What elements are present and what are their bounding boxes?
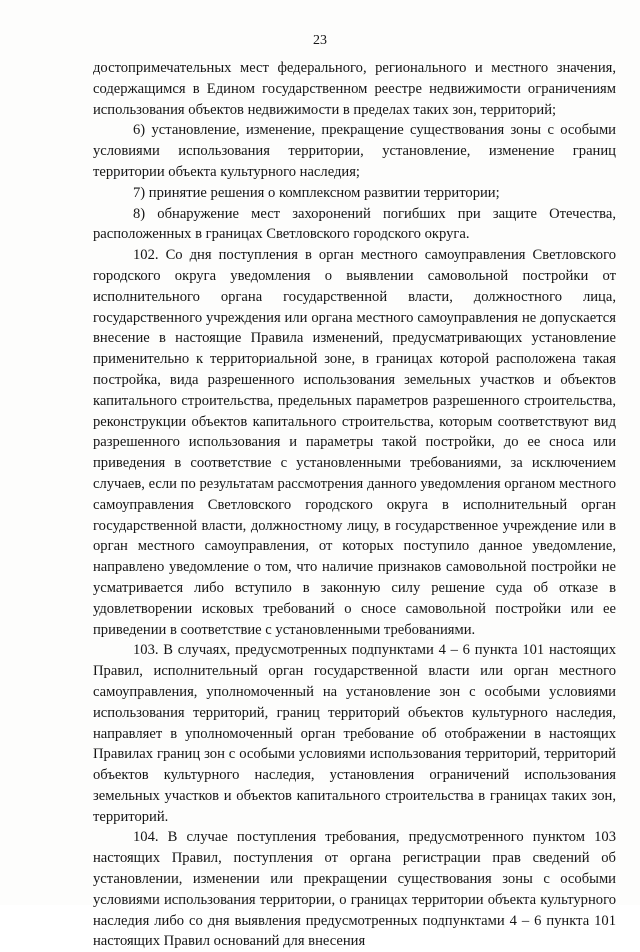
paragraph-continuation: достопримечательных мест федерального, регионального и местного значения, содержащимся в Едином государственном реестре недвижимости ограничениям использования объектов недвижимости в пределах таких зон, территорий; (93, 60, 616, 118)
paragraph-item-7: 7) принятие решения о комплексном развитии территории; (133, 184, 500, 201)
paragraph-104: 104. В случае поступления требования, предусмотренного пунктом 103 настоящих Правил, поступления от органа регистрации прав сведений об установлении, изменении или прекращении существования зоны с особыми условиями использования территории, о границах территории объекта культурного наследия либо со дня выявления предусмотренных подпунктами 4 – 6 пункта 101 настоящих Правил оснований для внесения (93, 829, 616, 950)
paragraph-103: 103. В случаях, предусмотренных подпунктами 4 – 6 пункта 101 настоящих Правил, исполнительный орган государственной власти или орган местного самоуправления, уполномоченный на установление зон с особыми условиями использования территорий, границ территорий объектов культурного наследия, направляет в уполномоченный орган требование об отображении в настоящих Правилах границ зон с особыми условиями использования территорий, территорий объектов культурного наследия, установления ограничений использования земельных участков и объектов капитального строительства в границах таких зон, территорий. (93, 642, 616, 825)
document-body (93, 58, 616, 952)
paragraph-item-6: 6) установление, изменение, прекращение существования зоны с особыми условиями использования территории, установление, изменение границ территории объекта культурного наследия; (93, 122, 616, 180)
paragraph-item-8: 8) обнаружение мест захоронений погибших при защите Отечества, расположенных в границах Светловского городского округа. (93, 205, 616, 243)
page-number: 23 (313, 33, 327, 48)
paragraph-102: 102. Со дня поступления в орган местного самоуправления Светловского городского округа уведомления о выявлении самовольной постройки от исполнительного органа государственной власти, должностного лица, государственного учреждения или органа местного самоуправления не допускается внесение в настоящие Правила изменений, предусматривающих установление применительно к территориальной зоне, в границах которой расположена такая постройка, вида разрешенного использования земельных участков и объектов капитального строительства, предельных параметров разрешенного строительства, реконструкции объектов капитального строительства, которым соответствуют вид разрешенного использования и параметры такой постройки, до ее сноса или приведения в соответствие с установленными требованиями, за исключением случаев, если по результатам рассмотрения данного уведомления органом местного самоуправления Светловского городского округа в исполнительный орган государственной власти, должностному лицу, в государственное учреждение или в орган местного самоуправления, от которых поступило данное уведомление, направлено уведомление о том, что наличие признаков самовольной постройки не усматривается либо вступило в законную силу решение суда об отказе в удовлетворении исковых требований о сносе самовольной постройки или ее приведении в соответствие с установленными требованиями. (93, 247, 616, 638)
